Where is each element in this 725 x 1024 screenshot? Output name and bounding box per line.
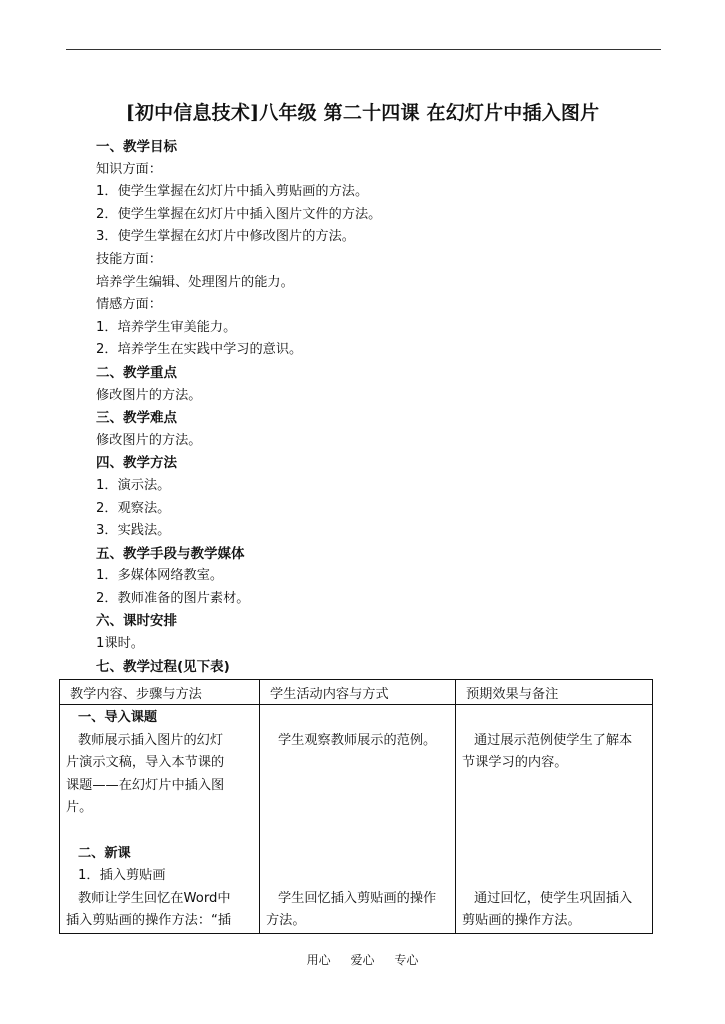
body-line: 3．实践法。 [96,523,171,539]
body-line: 知识方面： [96,161,162,177]
section-heading: 五、教学手段与教学媒体 [96,545,245,562]
cell-line: 学生回忆插入剪贴画的操作 [278,890,437,906]
body-line: 修改图片的方法。 [96,387,202,403]
body-line: 1．使学生掌握在幻灯片中插入剪贴画的方法。 [96,184,369,200]
cell-line: 片。 [66,800,93,816]
cell-line [266,775,452,798]
header-cell-content: 教学内容、步骤与方法 [60,680,260,705]
cell-content [60,705,260,934]
cell-line [462,775,649,798]
body-line: 培养学生编辑、处理图片的能力。 [96,274,294,290]
body-line: 情感方面： [96,297,162,313]
section-heading: 一、教学目标 [96,139,177,155]
body-lines [96,136,381,678]
cell-line: 通过回忆，使学生巩固插入 [474,890,633,906]
cell-line: 方法。 [266,913,306,929]
cell-line: 二、新课 [78,845,131,861]
teaching-process-table [59,679,653,934]
footer-word: 爱心 [350,953,375,967]
table-header-row [60,680,653,705]
cell-line [266,865,452,888]
cell-line [462,865,649,888]
cell-line [462,843,649,866]
cell-line: 课题——在幻灯片中插入图 [66,777,225,793]
cell-line [266,752,452,775]
body-line: 1．演示法。 [96,477,171,493]
cell-line: 节课学习的内容。 [462,755,568,771]
body-line: 2．教师准备的图片素材。 [96,590,250,606]
body-line: 3．使学生掌握在幻灯片中修改图片的方法。 [96,229,355,245]
cell-effect [456,705,653,934]
table-row [60,705,653,934]
body-line: 2．使学生掌握在幻灯片中插入图片文件的方法。 [96,206,382,222]
cell-line: 教师让学生回忆在Word中 [78,890,231,906]
cell-line [66,820,256,843]
cell-line: 一、导入课题 [78,710,158,725]
section-heading: 二、教学重点 [96,364,177,381]
header-cell-effect: 预期效果与备注 [456,680,653,705]
body-line: 1．多媒体网络教室。 [96,568,224,584]
cell-line [266,797,452,820]
page-footer [0,951,725,968]
section-heading: 三、教学难点 [96,410,177,427]
section-heading: 七、教学过程(见下表) [96,658,230,675]
cell-line [462,820,649,843]
cell-line: 教师展示插入图片的幻灯 [78,732,224,748]
body-line: 1．培养学生审美能力。 [96,319,237,335]
cell-line: 片演示文稿，导入本节课的 [66,755,225,771]
cell-line [462,707,649,730]
section-heading: 四、教学方法 [96,455,177,472]
header-rule [66,49,661,50]
body-line: 2．培养学生在实践中学习的意识。 [96,342,303,358]
cell-line: 插入剪贴画的操作方法：“插 [66,913,232,929]
cell-line: 剪贴画的操作方法。 [462,913,581,929]
body-line: 2．观察法。 [96,500,171,516]
footer-word: 专心 [394,953,419,967]
body-line: 技能方面： [96,251,162,267]
document-title: [初中信息技术]八年级 第二十四课 在幻灯片中插入图片 [125,102,600,124]
header-cell-activity: 学生活动内容与方式 [260,680,456,705]
footer-word: 用心 [306,953,331,967]
cell-line [462,797,649,820]
cell-activity [260,705,456,934]
cell-line [266,843,452,866]
body-line: 修改图片的方法。 [96,432,202,448]
cell-line [266,820,452,843]
cell-line: 1．插入剪贴画 [78,868,166,884]
cell-line [266,707,452,730]
body-line: 1课时。 [96,636,144,652]
section-heading: 六、课时安排 [96,613,177,630]
cell-line: 通过展示范例使学生了解本 [474,732,633,748]
cell-line: 学生观察教师展示的范例。 [278,732,437,748]
